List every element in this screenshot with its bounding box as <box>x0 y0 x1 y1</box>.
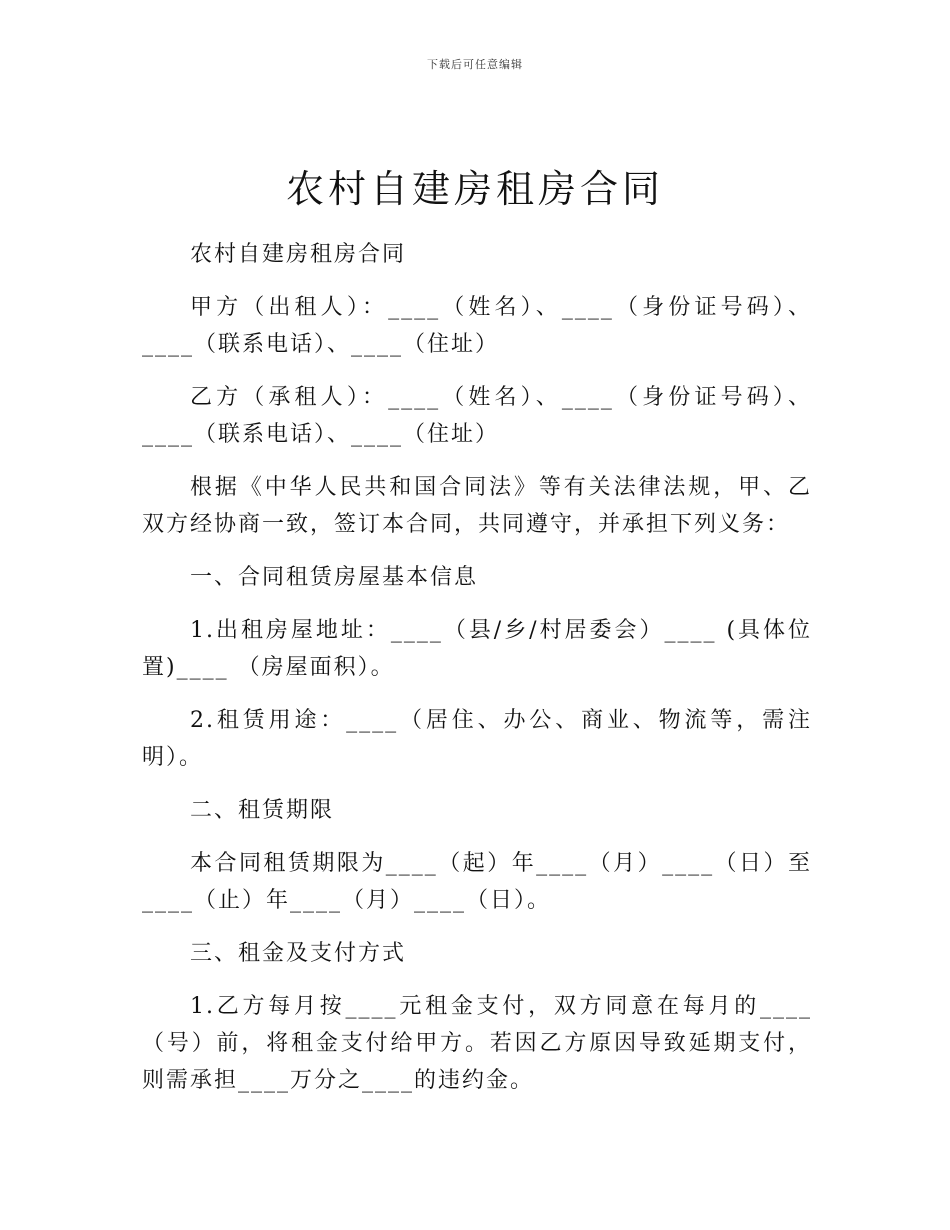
document-title: 农村自建房租房合同 <box>285 167 664 211</box>
party-b-paragraph: 乙方（承租人）：____（姓名）、____（身份证号码）、____（联系电话）、____（住址） <box>142 385 812 447</box>
section-heading-2: 二、租赁期限 <box>190 798 335 823</box>
document-body <box>142 236 812 1115</box>
clause-address: 1.出租房屋地址：____（县/乡/村居委会）____ (具体位置)____ （房屋面积）。 <box>142 618 812 680</box>
clause-term: 本合同租赁期限为____（起）年____（月）____（日）至____（止）年____（月）____（日）。 <box>142 851 812 913</box>
section-heading-1: 一、合同租赁房屋基本信息 <box>190 565 479 590</box>
page-header: 下载后可任意编辑 <box>427 58 523 71</box>
clause-usage: 2.租赁用途：____（居住、办公、商业、物流等，需注明）。 <box>142 708 812 770</box>
subtitle-paragraph: 农村自建房租房合同 <box>190 242 407 267</box>
clause-rent: 1.乙方每月按____元租金支付，双方同意在每月的____（号）前，将租金支付给甲方。若因乙方原因导致延期支付，则需承担____万分之____的违约金。 <box>142 994 812 1093</box>
party-a-paragraph: 甲方（出租人）：____（姓名）、____（身份证号码）、____（联系电话）、____（住址） <box>142 295 812 357</box>
section-heading-3: 三、租金及支付方式 <box>190 941 407 966</box>
preamble-paragraph: 根据《中华人民共和国合同法》等有关法律法规，甲、乙双方经协商一致，签订本合同，共同遵守，并承担下列义务： <box>142 475 812 537</box>
